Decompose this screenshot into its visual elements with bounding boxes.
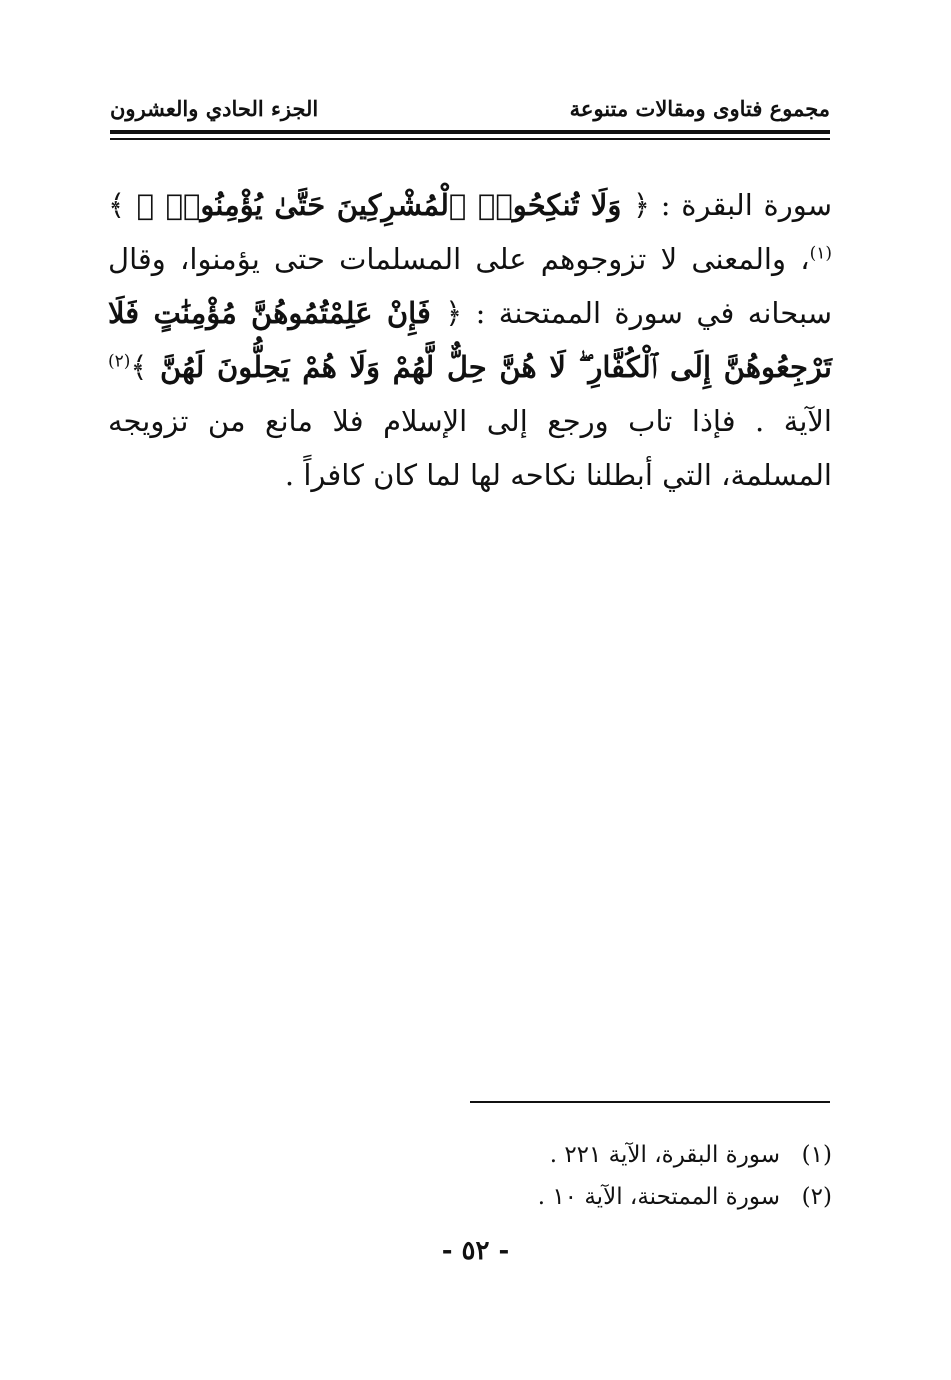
- quran-verse-1: وَلَا تُنكِحُوا۟ ٱلْمُشْرِكِينَ حَتَّىٰ يُؤْمِنُوا۟ ۚ: [125, 188, 634, 222]
- footnote-ref-2[interactable]: (٢): [108, 351, 131, 372]
- running-header: [110, 96, 830, 130]
- header-rule-thin: [110, 138, 830, 140]
- quran-bracket-close: ﴾: [108, 188, 125, 222]
- quran-verse-2: فَإِنْ عَلِمْتُمُوهُنَّ مُؤْمِنَٰتٍ فَلَا تَرْجِعُوهُنَّ إِلَى ٱلْكُفَّارِ ۖ لَا هُنَّ حِلٌّ لَّهُمْ وَلَا هُمْ يَحِلُّونَ لَهُنَّ: [108, 296, 832, 384]
- header-rule-thick: [110, 130, 830, 134]
- footnote-item: [110, 1176, 832, 1218]
- quran-bracket-open: ﴿: [445, 296, 463, 330]
- body-paragraph: [108, 178, 832, 502]
- body-segment-3: الآية . فإذا تاب ورجع إلى الإسلام فلا مانع من تزويجه المسلمة، التي أبطلنا نكاحه لها لما كان كافراً .: [108, 404, 832, 492]
- quran-bracket-open: ﴿: [633, 188, 651, 222]
- page-number: - ٥٢ -: [441, 1236, 510, 1266]
- book-title: مجموع فتاوى ومقالات متنوعة: [569, 96, 830, 121]
- quran-bracket-close: ﴾: [130, 350, 148, 384]
- footnotes: [110, 1134, 832, 1218]
- footnote-text: سورة الممتحنة، الآية ١٠ .: [537, 1184, 780, 1210]
- footnote-text: سورة البقرة، الآية ٢٢١ .: [549, 1142, 780, 1168]
- body-text: [108, 178, 832, 502]
- footnote-ref-1[interactable]: (١): [809, 243, 832, 264]
- body-segment-1: سورة البقرة :: [650, 188, 832, 222]
- footnote-number: (١): [801, 1142, 832, 1168]
- footnote-item: [110, 1134, 832, 1176]
- footnote-number: (٢): [801, 1184, 832, 1210]
- volume-title: الجزء الحادي والعشرون: [110, 96, 319, 121]
- body-segment-2: ، والمعنى لا تزوجوهم على المسلمات حتى يؤمنوا، وقال سبحانه في سورة الممتحنة :: [108, 242, 833, 330]
- footnote-separator: [470, 1101, 830, 1103]
